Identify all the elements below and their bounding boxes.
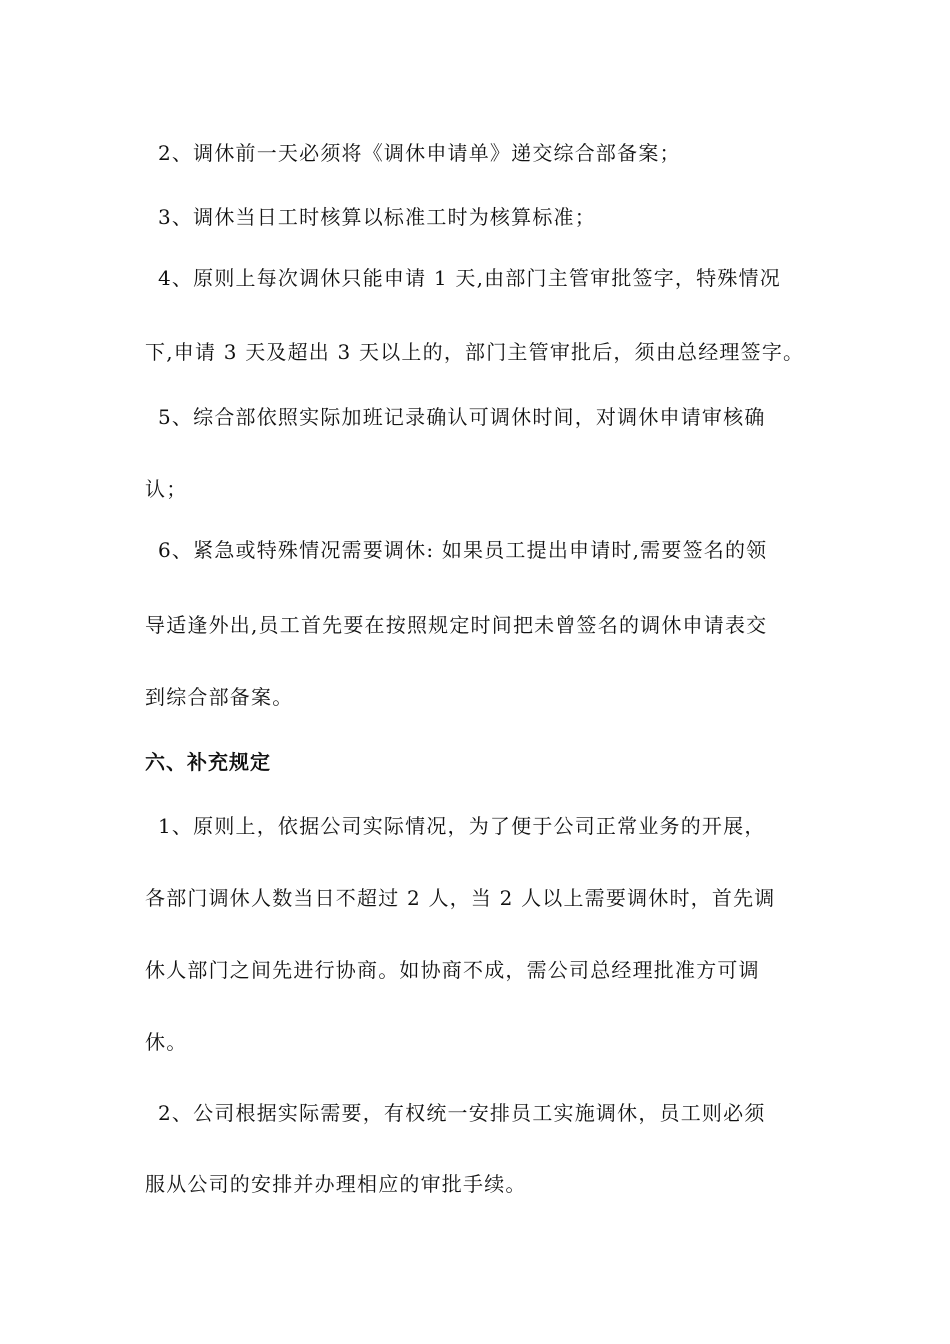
paragraph-leave-2: 2、调休前一天必须将《调休申请单》递交综合部备案； [158, 141, 681, 165]
paragraph-leave-5-line-2: 认； [145, 477, 188, 501]
paragraph-supp-2-line-2: 服从公司的安排并办理相应的审批手续。 [145, 1172, 527, 1196]
paragraph-leave-3: 3、调休当日工时核算以标准工时为核算标准； [158, 205, 596, 229]
paragraph-supp-1-line-3: 休人部门之间先进行协商。如协商不成，需公司总经理批准方可调 [145, 958, 760, 982]
paragraph-supp-1-line-4: 休。 [145, 1030, 188, 1054]
paragraph-leave-6-line-1: 6、紧急或特殊情况需要调休: 如果员工提出申请时,需要签名的领 [158, 538, 768, 562]
section-heading-supplementary: 六、补充规定 [145, 750, 271, 774]
paragraph-leave-4-line-2: 下,申请 3 天及超出 3 天以上的，部门主管审批后，须由总经理签字。 [145, 340, 805, 364]
paragraph-leave-4-line-1: 4、原则上每次调休只能申请 1 天,由部门主管审批签字，特殊情况 [158, 266, 781, 290]
paragraph-leave-5-line-1: 5、综合部依照实际加班记录确认可调休时间，对调休申请审核确 [158, 405, 766, 429]
paragraph-leave-6-line-3: 到综合部备案。 [145, 685, 294, 709]
paragraph-supp-2-line-1: 2、公司根据实际需要，有权统一安排员工实施调休，员工则必须 [158, 1101, 766, 1125]
paragraph-supp-1-line-2: 各部门调休人数当日不超过 2 人，当 2 人以上需要调休时，首先调 [145, 886, 776, 910]
paragraph-supp-1-line-1: 1、原则上，依据公司实际情况，为了便于公司正常业务的开展， [158, 814, 766, 838]
paragraph-leave-6-line-2: 导适逢外出,员工首先要在按照规定时间把未曾签名的调休申请表交 [145, 613, 768, 637]
